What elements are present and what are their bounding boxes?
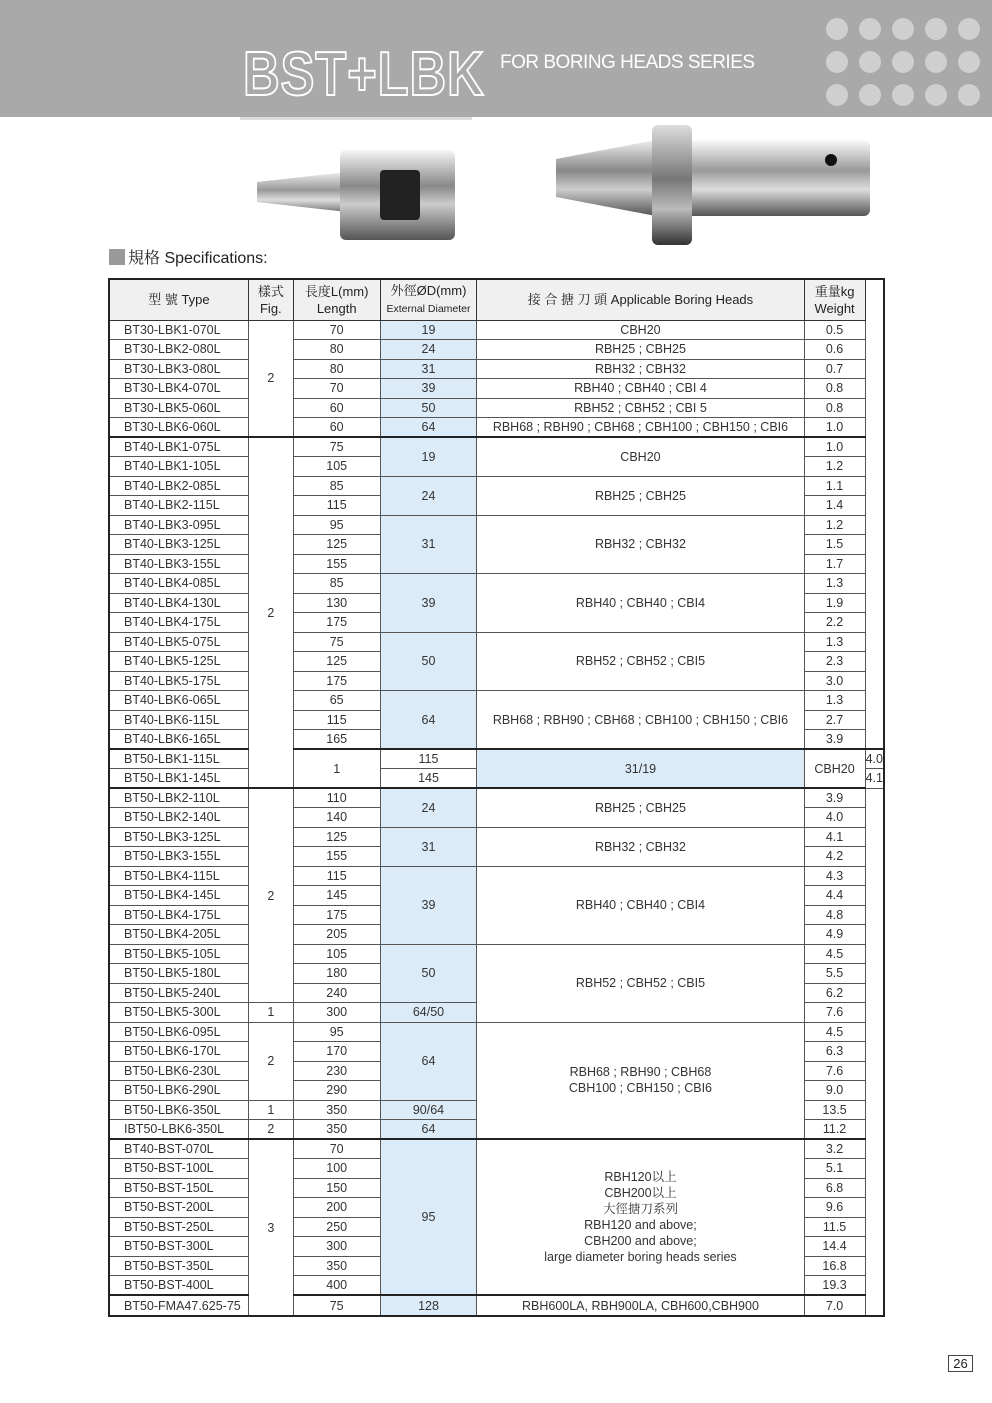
length-cell: 300	[293, 1237, 380, 1257]
length-cell: 85	[293, 574, 380, 594]
length-cell: 60	[293, 398, 380, 418]
diameter-cell: 31	[380, 515, 477, 574]
weight-cell: 4.0	[804, 808, 865, 828]
length-cell: 290	[293, 1081, 380, 1101]
weight-cell: 9.0	[804, 1081, 865, 1101]
weight-cell: 4.9	[804, 925, 865, 945]
diameter-cell: 39	[380, 574, 477, 633]
weight-cell: 1.0	[804, 418, 865, 438]
weight-cell: 1.9	[804, 593, 865, 613]
length-cell: 175	[293, 613, 380, 633]
boring-heads-cell: RBH68 ; RBH90 ; CBH68 ; CBH100 ; CBH150 ; CBI6	[477, 418, 804, 438]
model-cell: BT30-LBK6-060L	[109, 418, 248, 438]
boring-heads-cell: RBH68 ; RBH90 ; CBH68 ; CBH100 ; CBH150 ; CBI6	[477, 691, 804, 750]
length-cell: 115	[293, 866, 380, 886]
length-cell: 140	[293, 808, 380, 828]
diameter-cell: 24	[380, 476, 477, 515]
fig-cell: 2	[248, 788, 293, 1003]
weight-cell: 4.8	[804, 905, 865, 925]
table-row	[109, 398, 884, 418]
length-cell: 85	[293, 476, 380, 496]
boring-heads-cell: RBH40 ; CBH40 ; CBI4	[477, 574, 804, 633]
model-cell: BT40-LBK1-105L	[109, 457, 248, 477]
decorative-dots	[826, 18, 980, 106]
diameter-cell: 31/19	[477, 749, 804, 788]
length-cell: 200	[293, 1198, 380, 1218]
weight-cell: 6.3	[804, 1042, 865, 1062]
weight-cell: 3.2	[804, 1139, 865, 1159]
diameter-cell: 39	[380, 379, 477, 399]
length-cell: 170	[293, 1042, 380, 1062]
length-cell: 115	[380, 749, 477, 769]
boring-heads-cell: RBH120以上 CBH200以上 大徑搪刀系列 RBH120 and above; CBH200 and above; large diameter boring heads series	[477, 1139, 804, 1295]
diameter-cell: 24	[380, 788, 477, 827]
fig-cell: 2	[248, 437, 293, 788]
length-cell: 70	[293, 1139, 380, 1159]
table-row	[109, 379, 884, 399]
length-cell: 400	[293, 1276, 380, 1296]
length-cell: 175	[293, 671, 380, 691]
length-cell: 75	[293, 632, 380, 652]
table-row	[109, 1295, 884, 1316]
model-cell: BT40-LBK4-130L	[109, 593, 248, 613]
weight-cell: 2.2	[804, 613, 865, 633]
model-cell: BT50-BST-300L	[109, 1237, 248, 1257]
model-cell: BT50-LBK2-110L	[109, 788, 248, 808]
model-cell: BT40-LBK3-095L	[109, 515, 248, 535]
weight-cell: 1.3	[804, 632, 865, 652]
model-cell: IBT50-LBK6-350L	[109, 1120, 248, 1140]
weight-cell: 7.6	[804, 1061, 865, 1081]
table-row	[109, 1022, 884, 1042]
weight-cell: 0.5	[804, 320, 865, 340]
col-length: 長度L(mm) Length	[293, 279, 380, 320]
length-cell: 115	[293, 496, 380, 516]
model-cell: BT40-LBK6-115L	[109, 710, 248, 730]
weight-cell: 19.3	[804, 1276, 865, 1296]
length-cell: 240	[293, 983, 380, 1003]
boring-heads-cell: CBH20	[477, 320, 804, 340]
fig-cell: 2	[248, 320, 293, 437]
fig-cell: 1	[248, 1003, 293, 1023]
model-cell: BT30-LBK5-060L	[109, 398, 248, 418]
table-row	[109, 632, 884, 652]
model-cell: BT40-LBK5-175L	[109, 671, 248, 691]
table-row	[109, 359, 884, 379]
length-cell: 155	[293, 847, 380, 867]
length-cell: 300	[293, 1003, 380, 1023]
model-cell: BT50-LBK4-145L	[109, 886, 248, 906]
diameter-cell: 64	[380, 1022, 477, 1100]
length-cell: 60	[293, 418, 380, 438]
weight-cell: 1.5	[804, 535, 865, 555]
weight-cell: 9.6	[804, 1198, 865, 1218]
weight-cell: 6.8	[804, 1178, 865, 1198]
weight-cell: 4.4	[804, 886, 865, 906]
length-cell: 150	[293, 1178, 380, 1198]
model-cell: BT50-LBK2-140L	[109, 808, 248, 828]
weight-cell: 0.8	[804, 398, 865, 418]
diameter-cell: 50	[380, 944, 477, 1003]
length-cell: 80	[293, 359, 380, 379]
table-row	[109, 340, 884, 360]
table-row	[109, 515, 884, 535]
model-cell: BT50-LBK4-205L	[109, 925, 248, 945]
length-cell: 155	[293, 554, 380, 574]
length-cell: 230	[293, 1061, 380, 1081]
weight-cell: 7.0	[804, 1295, 865, 1316]
diameter-cell: 95	[380, 1139, 477, 1295]
weight-cell: 0.8	[804, 379, 865, 399]
model-cell: BT30-LBK3-080L	[109, 359, 248, 379]
length-cell: 95	[293, 1022, 380, 1042]
title-underline	[240, 117, 472, 120]
model-cell: BT50-LBK6-290L	[109, 1081, 248, 1101]
model-cell: BT40-LBK2-085L	[109, 476, 248, 496]
model-cell: BT50-LBK6-095L	[109, 1022, 248, 1042]
weight-cell: 11.2	[804, 1120, 865, 1140]
weight-cell: 1.3	[804, 574, 865, 594]
diameter-cell: 31	[380, 827, 477, 866]
weight-cell: 1.0	[804, 437, 865, 457]
length-cell: 115	[293, 710, 380, 730]
length-cell: 75	[293, 437, 380, 457]
boring-heads-cell: RBH32 ; CBH32	[477, 827, 804, 866]
table-header-row	[109, 279, 884, 320]
fig-cell: 2	[248, 1120, 293, 1140]
model-cell: BT40-LBK4-085L	[109, 574, 248, 594]
weight-cell: 5.1	[804, 1159, 865, 1179]
model-cell: BT50-LBK1-115L	[109, 749, 248, 769]
table-row	[109, 320, 884, 340]
model-cell: BT40-LBK5-125L	[109, 652, 248, 672]
boring-heads-cell: RBH25 ; CBH25	[477, 476, 804, 515]
table-row	[109, 476, 884, 496]
length-cell: 250	[293, 1217, 380, 1237]
boring-heads-cell: RBH40 ; CBH40 ; CBI4	[477, 866, 804, 944]
model-cell: BT50-LBK1-145L	[109, 769, 248, 789]
boring-heads-cell: CBH20	[477, 437, 804, 476]
col-weight: 重量kg Weight	[804, 279, 865, 320]
col-fig: 樣式 Fig.	[248, 279, 293, 320]
model-cell: BT50-LBK4-175L	[109, 905, 248, 925]
diameter-cell: 24	[380, 340, 477, 360]
weight-cell: 5.5	[804, 964, 865, 984]
length-cell: 125	[293, 535, 380, 555]
page-title: BST+LBK	[243, 40, 485, 109]
weight-cell: 4.1	[804, 827, 865, 847]
table-row	[109, 944, 884, 964]
boring-heads-cell: RBH52 ; CBH52 ; CBI5	[477, 632, 804, 691]
table-row	[109, 574, 884, 594]
model-cell: BT50-BST-200L	[109, 1198, 248, 1218]
weight-cell: 16.8	[804, 1256, 865, 1276]
diameter-cell: 64	[380, 1120, 477, 1140]
length-cell: 175	[293, 905, 380, 925]
length-cell: 180	[293, 964, 380, 984]
weight-cell: 4.3	[804, 866, 865, 886]
model-cell: BT40-LBK5-075L	[109, 632, 248, 652]
diameter-cell: 39	[380, 866, 477, 944]
fig-cell: 1	[293, 749, 380, 788]
model-cell: BT40-LBK4-175L	[109, 613, 248, 633]
table-row	[109, 827, 884, 847]
weight-cell: 1.1	[804, 476, 865, 496]
boring-heads-cell: RBH32 ; CBH32	[477, 515, 804, 574]
model-cell: BT50-LBK5-300L	[109, 1003, 248, 1023]
weight-cell: 4.0	[865, 749, 884, 769]
boring-heads-cell: RBH40 ; CBH40 ; CBI 4	[477, 379, 804, 399]
boring-heads-cell: RBH32 ; CBH32	[477, 359, 804, 379]
weight-cell: 4.5	[804, 944, 865, 964]
weight-cell: 3.9	[804, 730, 865, 750]
model-cell: BT40-LBK6-165L	[109, 730, 248, 750]
weight-cell: 11.5	[804, 1217, 865, 1237]
length-cell: 145	[293, 886, 380, 906]
model-cell: BT40-LBK1-075L	[109, 437, 248, 457]
model-cell: BT50-LBK5-240L	[109, 983, 248, 1003]
model-cell: BT40-LBK6-065L	[109, 691, 248, 711]
length-cell: 80	[293, 340, 380, 360]
col-boring-heads: 接 合 搪 刀 頭 Applicable Boring Heads	[477, 279, 804, 320]
fig-cell: 2	[248, 1022, 293, 1100]
table-row	[109, 691, 884, 711]
boring-heads-cell: RBH25 ; CBH25	[477, 788, 804, 827]
diameter-cell: 64	[380, 691, 477, 750]
model-cell: BT50-FMA47.625-75	[109, 1295, 248, 1316]
length-cell: 75	[293, 1295, 380, 1316]
diameter-cell: 19	[380, 320, 477, 340]
weight-cell: 4.2	[804, 847, 865, 867]
boring-heads-cell: RBH52 ; CBH52 ; CBI 5	[477, 398, 804, 418]
model-cell: BT30-LBK1-070L	[109, 320, 248, 340]
length-cell: 95	[293, 515, 380, 535]
model-cell: BT50-LBK5-105L	[109, 944, 248, 964]
weight-cell: 6.2	[804, 983, 865, 1003]
weight-cell: 1.2	[804, 457, 865, 477]
length-cell: 70	[293, 320, 380, 340]
model-cell: BT30-LBK2-080L	[109, 340, 248, 360]
model-cell: BT50-LBK3-155L	[109, 847, 248, 867]
model-cell: BT50-LBK6-170L	[109, 1042, 248, 1062]
length-cell: 125	[293, 652, 380, 672]
weight-cell: 7.6	[804, 1003, 865, 1023]
model-cell: BT50-BST-150L	[109, 1178, 248, 1198]
table-row	[109, 1139, 884, 1159]
model-cell: BT50-LBK6-350L	[109, 1100, 248, 1120]
model-cell: BT40-LBK2-115L	[109, 496, 248, 516]
length-cell: 125	[293, 827, 380, 847]
diameter-cell: 64/50	[380, 1003, 477, 1023]
model-cell: BT50-LBK6-230L	[109, 1061, 248, 1081]
section-title: 規格 Specifications:	[109, 245, 268, 268]
fig-cell: 1	[248, 1100, 293, 1120]
weight-cell: 1.4	[804, 496, 865, 516]
length-cell: 110	[293, 788, 380, 808]
weight-cell: 1.2	[804, 515, 865, 535]
weight-cell: 13.5	[804, 1100, 865, 1120]
length-cell: 130	[293, 593, 380, 613]
model-cell: BT40-BST-070L	[109, 1139, 248, 1159]
weight-cell: 0.6	[804, 340, 865, 360]
col-diameter: 外徑ØD(mm) External Diameter	[380, 279, 477, 320]
specifications-table	[108, 278, 885, 1317]
boring-heads-cell: CBH20	[804, 749, 865, 788]
model-cell: BT50-LBK5-180L	[109, 964, 248, 984]
table-row	[109, 418, 884, 438]
diameter-cell: 31	[380, 359, 477, 379]
weight-cell: 14.4	[804, 1237, 865, 1257]
model-cell: BT50-BST-400L	[109, 1276, 248, 1296]
diameter-cell: 128	[380, 1295, 477, 1316]
length-cell: 205	[293, 925, 380, 945]
model-cell: BT50-LBK3-125L	[109, 827, 248, 847]
length-cell: 350	[293, 1100, 380, 1120]
bullet-square-icon	[109, 249, 125, 265]
table-row	[109, 866, 884, 886]
model-cell: BT30-LBK4-070L	[109, 379, 248, 399]
weight-cell: 3.9	[804, 788, 865, 808]
page-number: 26	[948, 1355, 973, 1372]
weight-cell: 1.7	[804, 554, 865, 574]
length-cell: 350	[293, 1256, 380, 1276]
weight-cell: 1.3	[804, 691, 865, 711]
table-row	[109, 749, 884, 769]
boring-heads-cell: RBH52 ; CBH52 ; CBI5	[477, 944, 804, 1022]
length-cell: 165	[293, 730, 380, 750]
weight-cell: 0.7	[804, 359, 865, 379]
weight-cell: 4.5	[804, 1022, 865, 1042]
diameter-cell: 50	[380, 632, 477, 691]
boring-heads-cell: RBH68 ; RBH90 ; CBH68 CBH100 ; CBH150 ; CBI6	[477, 1022, 804, 1139]
length-cell: 105	[293, 457, 380, 477]
page-subtitle: FOR BORING HEADS SERIES	[500, 52, 755, 73]
model-cell: BT40-LBK3-125L	[109, 535, 248, 555]
weight-cell: 3.0	[804, 671, 865, 691]
weight-cell: 2.7	[804, 710, 865, 730]
weight-cell: 4.1	[865, 769, 884, 789]
model-cell: BT50-BST-250L	[109, 1217, 248, 1237]
boring-heads-cell: RBH25 ; CBH25	[477, 340, 804, 360]
model-cell: BT50-LBK4-115L	[109, 866, 248, 886]
diameter-cell: 90/64	[380, 1100, 477, 1120]
length-cell: 350	[293, 1120, 380, 1140]
diameter-cell: 50	[380, 398, 477, 418]
col-type: 型 號 Type	[109, 279, 248, 320]
fig-cell: 3	[248, 1139, 293, 1316]
length-cell: 100	[293, 1159, 380, 1179]
boring-heads-cell: RBH600LA, RBH900LA, CBH600,CBH900	[477, 1295, 804, 1316]
diameter-cell: 19	[380, 437, 477, 476]
table-row	[109, 788, 884, 808]
length-cell: 145	[380, 769, 477, 789]
length-cell: 70	[293, 379, 380, 399]
model-cell: BT50-BST-350L	[109, 1256, 248, 1276]
diameter-cell: 64	[380, 418, 477, 438]
model-cell: BT40-LBK3-155L	[109, 554, 248, 574]
table-row	[109, 437, 884, 457]
weight-cell: 2.3	[804, 652, 865, 672]
length-cell: 65	[293, 691, 380, 711]
length-cell: 105	[293, 944, 380, 964]
model-cell: BT50-BST-100L	[109, 1159, 248, 1179]
